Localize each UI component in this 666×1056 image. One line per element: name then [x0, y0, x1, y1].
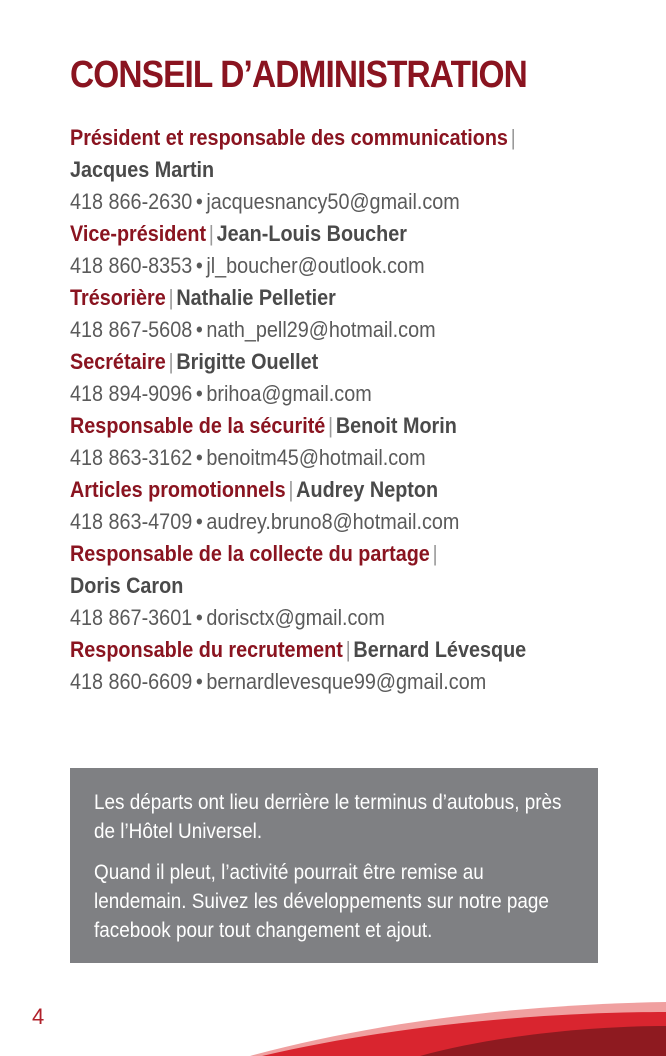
bullet: •	[195, 605, 203, 630]
bullet: •	[195, 509, 203, 534]
member-name: Audrey Nepton	[296, 477, 439, 502]
member-role-line	[70, 474, 592, 506]
separator: |	[288, 477, 294, 502]
board-member-list	[70, 122, 650, 698]
bullet: •	[195, 253, 203, 278]
member-phone: 418 863-4709	[70, 509, 193, 534]
bullet: •	[195, 445, 203, 470]
member-email: brihoa@gmail.com	[206, 381, 372, 406]
info-paragraph: Quand il pleut, l’activité pourrait être remise au lendemain. Suivez les développements sur notre page facebook pour tout changement et ajout.	[94, 861, 549, 942]
member-role-line	[70, 538, 592, 570]
bullet: •	[195, 381, 203, 406]
member-name: Nathalie Pelletier	[176, 285, 336, 310]
member-email: bernardlevesque99@gmail.com	[206, 669, 487, 694]
bullet: •	[195, 189, 203, 214]
member-name: Doris Caron	[70, 573, 184, 598]
page-title: CONSEIL D’ADMINISTRATION	[70, 54, 527, 96]
page-number: 4	[32, 1004, 45, 1029]
member-contact	[70, 602, 592, 634]
member-name: Benoit Morin	[335, 413, 457, 438]
decorative-swoosh	[0, 990, 666, 1056]
member-name-line	[70, 570, 592, 602]
member-name: Jacques Martin	[70, 157, 215, 182]
member-contact	[70, 666, 592, 698]
member-phone: 418 866-2630	[70, 189, 193, 214]
member-contact	[70, 378, 592, 410]
member-role-line	[70, 410, 592, 442]
member-phone: 418 894-9096	[70, 381, 193, 406]
member-role: Articles promotionnels	[70, 477, 286, 502]
member-role: Président et responsable des communications	[70, 125, 508, 150]
member-role-line	[70, 634, 592, 666]
member-email: nath_pell29@hotmail.com	[206, 317, 436, 342]
separator: |	[168, 349, 174, 374]
member-role: Responsable du recrutement	[70, 637, 343, 662]
separator: |	[510, 125, 516, 150]
member-role-line	[70, 218, 592, 250]
member-phone: 418 867-3601	[70, 605, 193, 630]
member-email: audrey.bruno8@hotmail.com	[206, 509, 460, 534]
member-phone: 418 860-8353	[70, 253, 193, 278]
separator: |	[168, 285, 174, 310]
member-email: jacquesnancy50@gmail.com	[206, 189, 460, 214]
member-phone: 418 867-5608	[70, 317, 193, 342]
member-contact	[70, 506, 592, 538]
member-role-line	[70, 122, 592, 154]
member-role: Responsable de la collecte du partage	[70, 541, 430, 566]
member-name: Bernard Lévesque	[353, 637, 527, 662]
separator: |	[345, 637, 351, 662]
bullet: •	[195, 317, 203, 342]
separator: |	[208, 221, 214, 246]
separator: |	[432, 541, 438, 566]
member-phone: 418 860-6609	[70, 669, 193, 694]
member-phone: 418 863-3162	[70, 445, 193, 470]
member-name: Jean-Louis Boucher	[216, 221, 407, 246]
member-email: dorisctx@gmail.com	[206, 605, 385, 630]
bullet: •	[195, 669, 203, 694]
member-role: Vice-président	[70, 221, 207, 246]
member-email: jl_boucher@outlook.com	[206, 253, 425, 278]
separator: |	[328, 413, 334, 438]
info-box	[70, 768, 598, 963]
member-role: Secrétaire	[70, 349, 166, 374]
info-paragraph: Les départs ont lieu derrière le terminus d’autobus, près de l’Hôtel Universel.	[94, 791, 562, 843]
member-email: benoitm45@hotmail.com	[206, 445, 426, 470]
member-role: Trésorière	[70, 285, 166, 310]
member-contact	[70, 314, 592, 346]
member-contact	[70, 442, 592, 474]
member-role: Responsable de la sécurité	[70, 413, 326, 438]
member-contact	[70, 186, 592, 218]
member-role-line	[70, 282, 592, 314]
member-contact	[70, 250, 592, 282]
member-name-line	[70, 154, 592, 186]
member-role-line	[70, 346, 592, 378]
member-name: Brigitte Ouellet	[176, 349, 319, 374]
